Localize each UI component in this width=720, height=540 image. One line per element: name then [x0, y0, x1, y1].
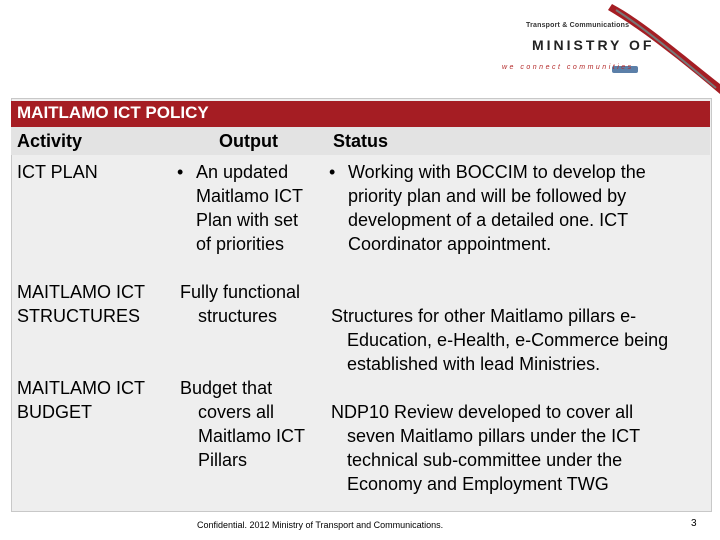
status-line: Economy and Employment TWG — [347, 474, 609, 494]
status-line: established with lead Ministries. — [347, 354, 601, 374]
output-line: covers all — [198, 402, 275, 422]
activity-line: MAITLAMO ICT — [17, 282, 146, 302]
bullet-icon: • — [329, 162, 336, 182]
status-line: development of a detailed one. ICT — [348, 210, 629, 230]
output-line: Fully functional — [180, 282, 301, 302]
output-line: Budget that — [180, 378, 273, 398]
status-line: Education, e-Health, e-Commerce being — [347, 330, 669, 350]
status-line: seven Maitlamo pillars under the ICT — [347, 426, 641, 446]
status-line: NDP10 Review developed to cover all — [331, 402, 634, 422]
table-row-activity — [17, 376, 145, 424]
status-line: priority plan and will be followed by — [348, 186, 627, 206]
ministry-logo — [492, 0, 720, 96]
logo-big-text: MINISTRY OF — [532, 37, 655, 53]
footer-text: Confidential. 2012 Ministry of Transport and Communications. — [197, 520, 444, 530]
logo-small-text: Transport & Communications — [526, 22, 630, 29]
table-row-activity — [17, 160, 98, 184]
output-line: Maitlamo ICT — [196, 186, 304, 206]
table-row-activity — [17, 280, 145, 328]
output-line: Pillars — [198, 450, 248, 470]
table-row-status — [331, 304, 668, 376]
header-output: Output — [219, 131, 278, 151]
output-line: structures — [198, 306, 278, 326]
output-line: Maitlamo ICT — [198, 426, 306, 446]
activity-line: MAITLAMO ICT — [17, 378, 146, 398]
output-line: of priorities — [196, 234, 285, 254]
table-row-status — [331, 400, 640, 496]
page-number: 3 — [691, 518, 697, 529]
logo-tagline: we connect communities — [502, 64, 634, 71]
table-row-output — [180, 280, 300, 328]
status-line: Coordinator appointment. — [348, 234, 552, 254]
activity-line: ICT PLAN — [17, 162, 98, 182]
output-line: An updated — [196, 162, 289, 182]
status-line: technical sub-committee under the — [347, 450, 623, 470]
table-row-output — [180, 376, 305, 472]
status-line: Working with BOCCIM to develop the — [348, 162, 646, 182]
header-activity: Activity — [17, 131, 83, 151]
output-line: Plan with set — [196, 210, 299, 230]
activity-line: STRUCTURES — [17, 306, 141, 326]
status-line: Structures for other Maitlamo pillars e- — [331, 306, 637, 326]
page-title: MAITLAMO ICT POLICY — [17, 103, 209, 122]
activity-line: BUDGET — [17, 402, 93, 422]
header-status: Status — [333, 131, 389, 151]
bullet-icon: • — [177, 162, 184, 182]
